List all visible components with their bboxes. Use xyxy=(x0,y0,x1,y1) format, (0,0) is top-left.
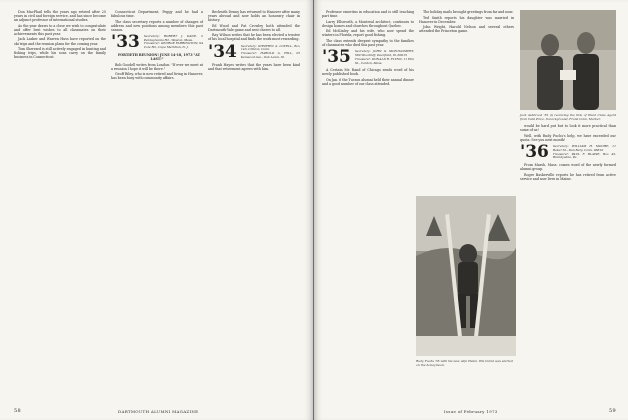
paragraph: Roger Baskerville reports he has retired from active service and now lives in Maine. xyxy=(520,172,616,181)
ski-photo xyxy=(416,196,516,356)
class-year: '34 xyxy=(208,41,237,62)
paragraph: Professor emeritus in education and is still teaching part time. xyxy=(322,10,414,19)
class-heading-35 xyxy=(322,47,414,68)
paragraph: Ray Wilson writes that he has been elected a trustee of his local hospital and finds the work most rewarding. xyxy=(208,33,300,42)
photo-caption: Rudy Fuchs '35 with his new wife Helen. His brand was started on the honeymoon. xyxy=(416,359,513,367)
issue-date: Issue of February 1973 xyxy=(444,409,498,414)
paragraph: Frank Hayes writes that the years have been kind and that retirement agrees with him. xyxy=(208,62,300,71)
paragraph: Bob Goodell writes from London: "If ever we meet at a reunion I hope it will be there." xyxy=(111,62,203,71)
paragraph: From Marsh, Mass. comes word of the newly formed alumni group. xyxy=(520,163,616,172)
paragraph: would be hard put but to look it more practical than some of us! xyxy=(520,124,616,133)
photo-caption-2: Jack Ashbrook '35 (l) receiving the title of Head Class Agent from Yank Price. In background, Frank Cobb, Marker. xyxy=(520,113,616,121)
class-officers: Secretary: JOHN G. MONTGOMERY, 580 Woodruff, Deerfield, Ill. 60015 Treasurer: DONALD R. FLYNN, 11 Elm St., Canton, Mass. xyxy=(354,49,414,65)
paragraph: John Wright, Harold Nelson and several others attended the Princeton game. xyxy=(419,25,514,34)
class-officers: Secretary: STEPHEN A. LOVELL, Box 143, Clinton, Conn. Treasurer: HAROLD A. HILL, 25 Kenwood Ave., Oak Lawn, Ill. xyxy=(240,43,300,59)
class-heading-36 xyxy=(520,141,616,162)
paragraph: A Certain Mr. Rand of Chicago sends word of his newly published book. xyxy=(322,68,414,77)
award-image xyxy=(520,10,616,110)
class-heading-33 xyxy=(111,31,203,52)
treasurer-name: GEORGE FARRINGTON, 94 Cole Rd., Cape Meridian, N. J. xyxy=(143,41,203,50)
paragraph: Ed Wood and Pat Crowley both attended the Dartmouth-Yale game and sent cheers to all. xyxy=(208,23,300,32)
page-number: 59 xyxy=(609,408,616,414)
left-column-2 xyxy=(111,10,203,395)
left-column-1 xyxy=(14,10,106,395)
paragraph: On Jan. 6 the Tucson alumni held their annual dinner and a good number of our class attended. xyxy=(322,78,414,87)
paragraph: Ted Smith reports his daughter was married in Hanover in December. xyxy=(419,15,514,24)
skier-image xyxy=(416,196,516,356)
paragraph: Connecticut Department, Peggy and he had a fabulous time. xyxy=(111,10,203,19)
class-officers: Secretary: WILLIAM H. MOORE, 11 Baker St., Dan Bury, Conn. 06810 Treasurer: PAUL F. BLAISE, Box 43, Brandywine, Pa. xyxy=(552,143,616,160)
paragraph: Geoff Riley, who is now retired and living in Hanover, has been busy with community affairs. xyxy=(111,72,203,81)
paragraph: The class secretary reports a number of changes of address and new positions among members this past season. xyxy=(111,19,203,32)
secretary-name: WILLIAM H. MOORE, 11 Baker St., Dan Bury, Conn. 06810 xyxy=(552,143,616,152)
secretary-name: JOHN G. MONTGOMERY, 580 Woodruff, Deerfield, Ill. 60015 xyxy=(354,49,414,57)
paragraph: Tom Sherrard is still actively engaged in hunting and fishing trips, while his sons carry on the family business in Connecticut. xyxy=(14,47,106,60)
award-photo xyxy=(520,10,616,110)
right-page xyxy=(314,0,628,420)
paragraph: Don MacPhail tells the years ago retired after 25 years in civil and foreign service, and has since become an adjunct professor of international studies. xyxy=(14,10,106,23)
treasurer-name: PAUL F. BLAISE, Box 43, Brandywine, Pa. xyxy=(552,151,616,160)
paragraph: Well, with Rudy Fuchs's help, we have exceeded our quota. See you next month! xyxy=(520,133,616,142)
paragraph: FORTIETH REUNION! JUNE 14-18, 1973 "AT LAST!" xyxy=(117,53,201,62)
page-number: 58 xyxy=(14,408,21,414)
right-column-1 xyxy=(322,10,414,395)
class-year: '36 xyxy=(520,141,549,162)
paragraph: The class extends deepest sympathy to the families of classmates who died this past year. xyxy=(322,39,414,48)
paragraph: The holiday mails brought greetings from far and near. xyxy=(423,10,514,14)
paragraph: Jack Lasker and Warren Huss have reported on the ski trips and the reunion plans for the coming year. xyxy=(14,37,106,46)
class-officers: Secretary: ROBERT J. KANE, 2 Pennsylvania Rd., Weston, Mass. Treasurer: GEORGE FARRINGTON, 94 Cole Rd., Cape Meridian, N. J. xyxy=(143,33,203,50)
paragraph: Larry Ellsworth, a Montreal architect, continues to design homes and churches throughout Quebec. xyxy=(322,19,414,28)
secretary-name: STEPHEN A. LOVELL, Box 143, Clinton, Conn. xyxy=(240,43,300,52)
left-column-3 xyxy=(208,10,300,395)
paragraph: As the year draws to a close we wish to congratulate and offer best wishes to all classmates on their achievements this past year. xyxy=(14,23,106,36)
magazine-title: DARTMOUTH ALUMNI MAGAZINE xyxy=(118,409,199,414)
treasurer-name: DONALD R. FLYNN, 11 Elm St., Canton, Mass. xyxy=(354,56,414,65)
class-year: '33 xyxy=(111,31,140,52)
class-heading-34 xyxy=(208,41,300,62)
left-page xyxy=(0,0,313,420)
paragraph: Beckwith Denny has returned to Hanover after many years abroad and now holds an honorary chair in history. xyxy=(208,10,300,23)
secretary-name: ROBERT J. KANE, 2 Pennsylvania Rd., Weston, Mass. xyxy=(143,33,203,42)
paragraph: Ed McKinley and his wife, who now spend the winters in Florida, report good fishing. xyxy=(322,29,414,38)
treasurer-name: HAROLD A. HILL, 25 Kenwood Ave., Oak Lawn, Ill. xyxy=(240,51,300,59)
class-year: '35 xyxy=(322,47,351,68)
